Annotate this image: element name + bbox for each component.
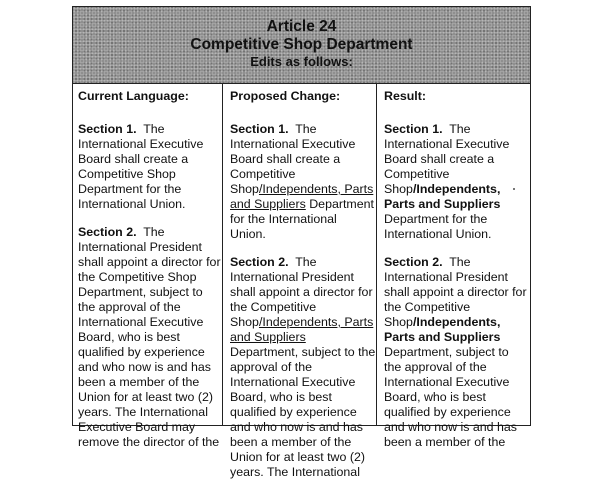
section-text: The International Executive Board shall create a Competitive Shop xyxy=(230,122,356,196)
current-language-column xyxy=(73,83,223,449)
section-text: The International President shall appoint a director for the Competitive Shop xyxy=(384,255,527,329)
section-text: The International President shall appoint a director for the Competitive Shop xyxy=(230,255,373,329)
current-language-heading: Current Language: xyxy=(78,89,189,103)
article-table xyxy=(72,6,531,479)
inserted-text: /Independents, Parts and Suppliers xyxy=(384,182,501,211)
section-text: The International Executive Board shall create a Competitive Shop Department for the International Union. xyxy=(78,122,204,211)
result-section-2 xyxy=(384,255,529,450)
section-label: Section 1. xyxy=(78,122,137,136)
section-label: Section 1. xyxy=(384,122,443,136)
section-text: The International Executive Board shall create a Competitive Shop xyxy=(384,122,510,196)
inserted-text: /Independents, Parts and Suppliers xyxy=(230,315,374,344)
result-heading: Result: xyxy=(384,89,426,103)
scan-speck xyxy=(513,188,515,190)
result-section-1 xyxy=(384,122,529,242)
section-label: Section 2. xyxy=(384,255,443,269)
proposed-section-2 xyxy=(230,255,376,480)
proposed-change-column xyxy=(225,83,377,479)
section-text: The International President shall appoint a director for the Competitive Shop Department, subject to the approval of the International Executive Board, who is best qualified by experience and who now is and has been a member of the Union for at least two (2) years. The International Executive Board may remove the director of the xyxy=(78,225,221,449)
section-label: Section 2. xyxy=(230,255,289,269)
inserted-text: /Independents, Parts and Suppliers xyxy=(384,315,501,344)
inserted-text: /Independents, Parts and Suppliers xyxy=(230,182,374,211)
current-section-1 xyxy=(78,122,222,212)
article-title: Competitive Shop Department xyxy=(190,36,413,53)
section-text: Department for the International Union. xyxy=(384,212,492,241)
article-number: Article 24 xyxy=(266,18,337,35)
section-text: Department, subject to the approval of the International Executive Board, who is best qualified by experience and who now is and has been a member of the xyxy=(384,345,517,449)
section-text: Department for the International Union. xyxy=(230,197,374,241)
article-header xyxy=(73,7,530,84)
proposed-change-heading: Proposed Change: xyxy=(230,89,341,103)
current-section-2 xyxy=(78,225,222,450)
edits-caption: Edits as follows: xyxy=(250,54,353,69)
result-column xyxy=(379,83,529,449)
section-label: Section 2. xyxy=(78,225,137,239)
section-label: Section 1. xyxy=(230,122,289,136)
proposed-section-1 xyxy=(230,122,376,242)
section-text: Department, subject to the approval of the International Executive Board, who is best qualified by experience and who now is and has been a member of the Union for at least two (2) years. The International xyxy=(230,345,376,479)
